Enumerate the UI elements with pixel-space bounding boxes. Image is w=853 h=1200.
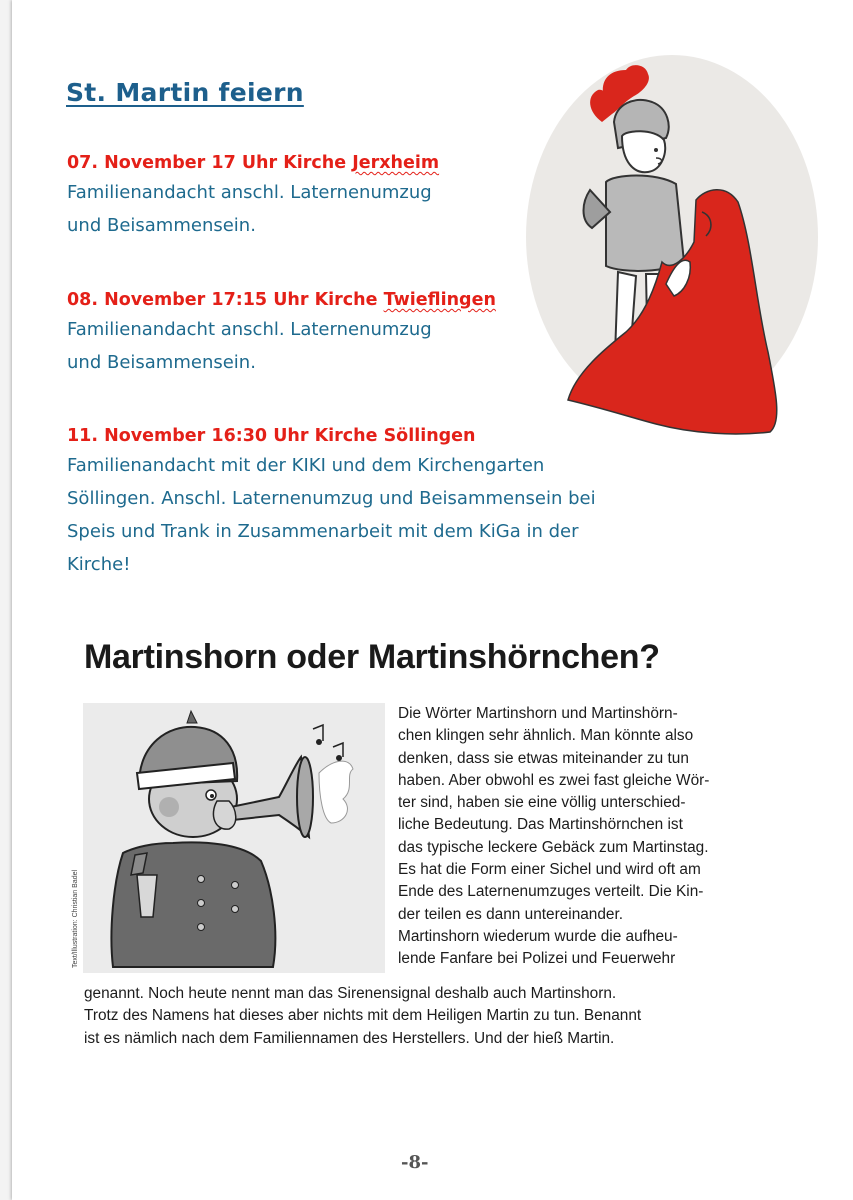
event-date: 08. November 17:15 Uhr Kirche	[67, 290, 378, 310]
event-place: Jerxheim	[352, 153, 440, 173]
article-full-width-text	[84, 983, 784, 1050]
article-line: Die Wörter Martinshorn und Martinshörn-	[398, 705, 678, 722]
event-heading	[67, 150, 439, 176]
event-jerxheim	[67, 150, 439, 242]
article-line: ist es nämlich nach dem Familiennamen des Herstellers. Und der hieß Martin.	[84, 1029, 615, 1047]
event-heading	[67, 287, 496, 313]
article-line: das typische leckere Gebäck zum Martinstag.	[398, 838, 709, 856]
event-soellingen	[67, 423, 596, 581]
event-line: Speis und Trank in Zusammenarbeit mit dem KiGa in der	[67, 521, 579, 542]
event-place: Twieflingen	[383, 290, 496, 310]
event-twieflingen	[67, 287, 496, 379]
page-title: St. Martin feiern	[66, 78, 304, 107]
article-line: ter sind, haben sie eine völlig unterschied-	[398, 794, 686, 812]
article-headline: Martinshorn oder Martinshörnchen?	[84, 638, 660, 676]
event-line: Familienandacht anschl. Laternenumzug	[67, 182, 432, 203]
article-line: Ende des Laternenumzuges verteilt. Die Kin-	[398, 883, 704, 901]
event-line: Familienandacht anschl. Laternenumzug	[67, 319, 432, 340]
page-number: -8-	[401, 1152, 429, 1173]
article-line: Martinshorn wiederum wurde die aufheu-	[398, 927, 678, 945]
saint-martin-illustration	[506, 52, 822, 440]
event-date: 11. November 16:30 Uhr Kirche	[67, 426, 378, 446]
event-line: Kirche!	[67, 554, 131, 575]
article-column-text	[398, 703, 783, 971]
illustration-credit: Text/Illustration: Christian Badel	[72, 869, 79, 968]
event-line: Familienandacht mit der KIKI und dem Kirchengarten	[67, 455, 545, 476]
article-line: lende Fanfare bei Polizei und Feuerwehr	[398, 950, 676, 968]
horn-player-illustration	[83, 703, 385, 973]
article-line: liche Bedeutung. Das Martinshörnchen ist	[398, 816, 683, 834]
article-line: Trotz des Namens hat dieses aber nichts mit dem Heiligen Martin zu tun. Benannt	[84, 1007, 642, 1025]
event-description	[67, 176, 439, 242]
event-line: und Beisammensein.	[67, 215, 256, 236]
article-line: genannt. Noch heute nennt man das Sirenensignal deshalb auch Martinshorn.	[84, 985, 617, 1002]
event-line: Söllingen. Anschl. Laternenumzug und Beisammensein bei	[67, 488, 596, 509]
article-line: denken, dass sie etwas miteinander zu tun	[398, 749, 689, 767]
article-line: chen klingen sehr ähnlich. Man könnte also	[398, 727, 694, 745]
event-description	[67, 449, 596, 581]
event-place: Söllingen	[383, 426, 476, 446]
article-line: der teilen es dann untereinander.	[398, 905, 624, 923]
article-line: haben. Aber obwohl es zwei fast gleiche Wör-	[398, 771, 710, 789]
article-line: Es hat die Form einer Sichel und wird oft am	[398, 861, 701, 879]
event-date: 07. November 17 Uhr Kirche	[67, 153, 347, 173]
event-line: und Beisammensein.	[67, 352, 256, 373]
event-description	[67, 313, 496, 379]
